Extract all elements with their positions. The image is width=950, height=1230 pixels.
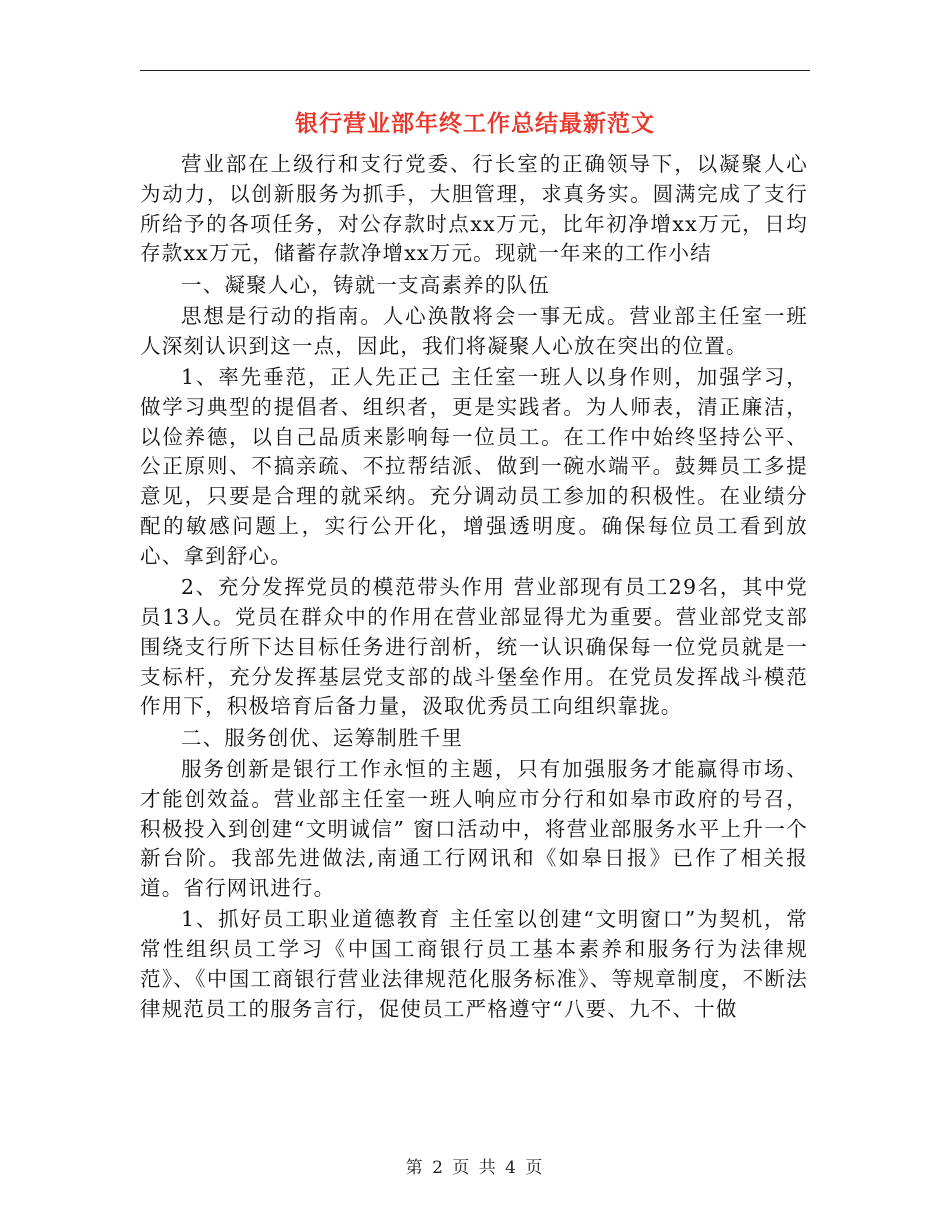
section-heading-2: 二、服务创优、运筹制胜千里 xyxy=(181,725,464,750)
section-heading-1: 一、凝聚人心，铸就一支高素养的队伍 xyxy=(181,272,550,297)
header-rule xyxy=(140,70,810,71)
document-title: 银行营业部年终工作总结最新范文 xyxy=(295,111,655,137)
paragraph-service: 服务创新是银行工作永恒的主题，只有加强服务才能赢得市场、才能创效益。营业部主任室一班人响应市分行和如皋市政府的号召，积极投入到创建“文明诚信” 窗口活动中，将营业部服务水平上升一个新台阶。我部先进做法,南通工行网讯和《如皋日报》已作了相关报道。省行网讯进行。 xyxy=(140,756,808,901)
paragraph-intro: 营业部在上级行和支行党委、行长室的正确领导下，以凝聚人心为动力，以创新服务为抓手，大胆管理，求真务实。圆满完成了支行所给予的各项任务，对公存款时点xx万元，比年初净增xx万元，日均存款xx万元，储蓄存款净增xx万元。现就一年来的工作小结 xyxy=(140,152,808,266)
page-number: 第 2 页 共 4 页 xyxy=(405,1158,545,1178)
document-body xyxy=(140,150,808,1025)
paragraph-item-1-2: 2、充分发挥党员的模范带头作用 营业部现有员工29名，其中党员13人。党员在群众中的作用在营业部显得尤为重要。营业部党支部围绕支行所下达目标任务进行剖析，统一认识确保每一位党员就是一支标杆，充分发挥基层党支部的战斗堡垒作用。在党员发挥战斗模范作用下，积极培育后备力量，汲取优秀员工向组织靠拢。 xyxy=(140,575,808,719)
paragraph-item-1-1: 1、率先垂范，正人先正己 主任室一班人以身作则，加强学习，做学习典型的提倡者、组织者，更是实践者。为人师表，清正廉洁，以俭养德，以自己品质来影响每一位员工。在工作中始终坚持公平、公正原则、不搞亲疏、不拉帮结派、做到一碗水端平。鼓舞员工多提意见，只要是合理的就采纳。充分调动员工参加的积极性。在业绩分配的敏感问题上，实行公开化，增强透明度。确保每位员工看到放心、拿到舒心。 xyxy=(140,365,808,568)
paragraph-thought: 思想是行动的指南。人心涣散将会一事无成。营业部主任室一班人深刻认识到这一点，因此，我们将凝聚人心放在突出的位置。 xyxy=(140,303,808,358)
paragraph-item-2-1: 1、抓好员工职业道德教育 主任室以创建“文明窗口”为契机，常常性组织员工学习《中国工商银行员工基本素养和服务行为法律规范》、《中国工商银行营业法律规范化服务标准》、等规章制度，不断法律规范员工的服务言行，促使员工严格遵守“八要、九不、十做 xyxy=(140,907,808,1021)
